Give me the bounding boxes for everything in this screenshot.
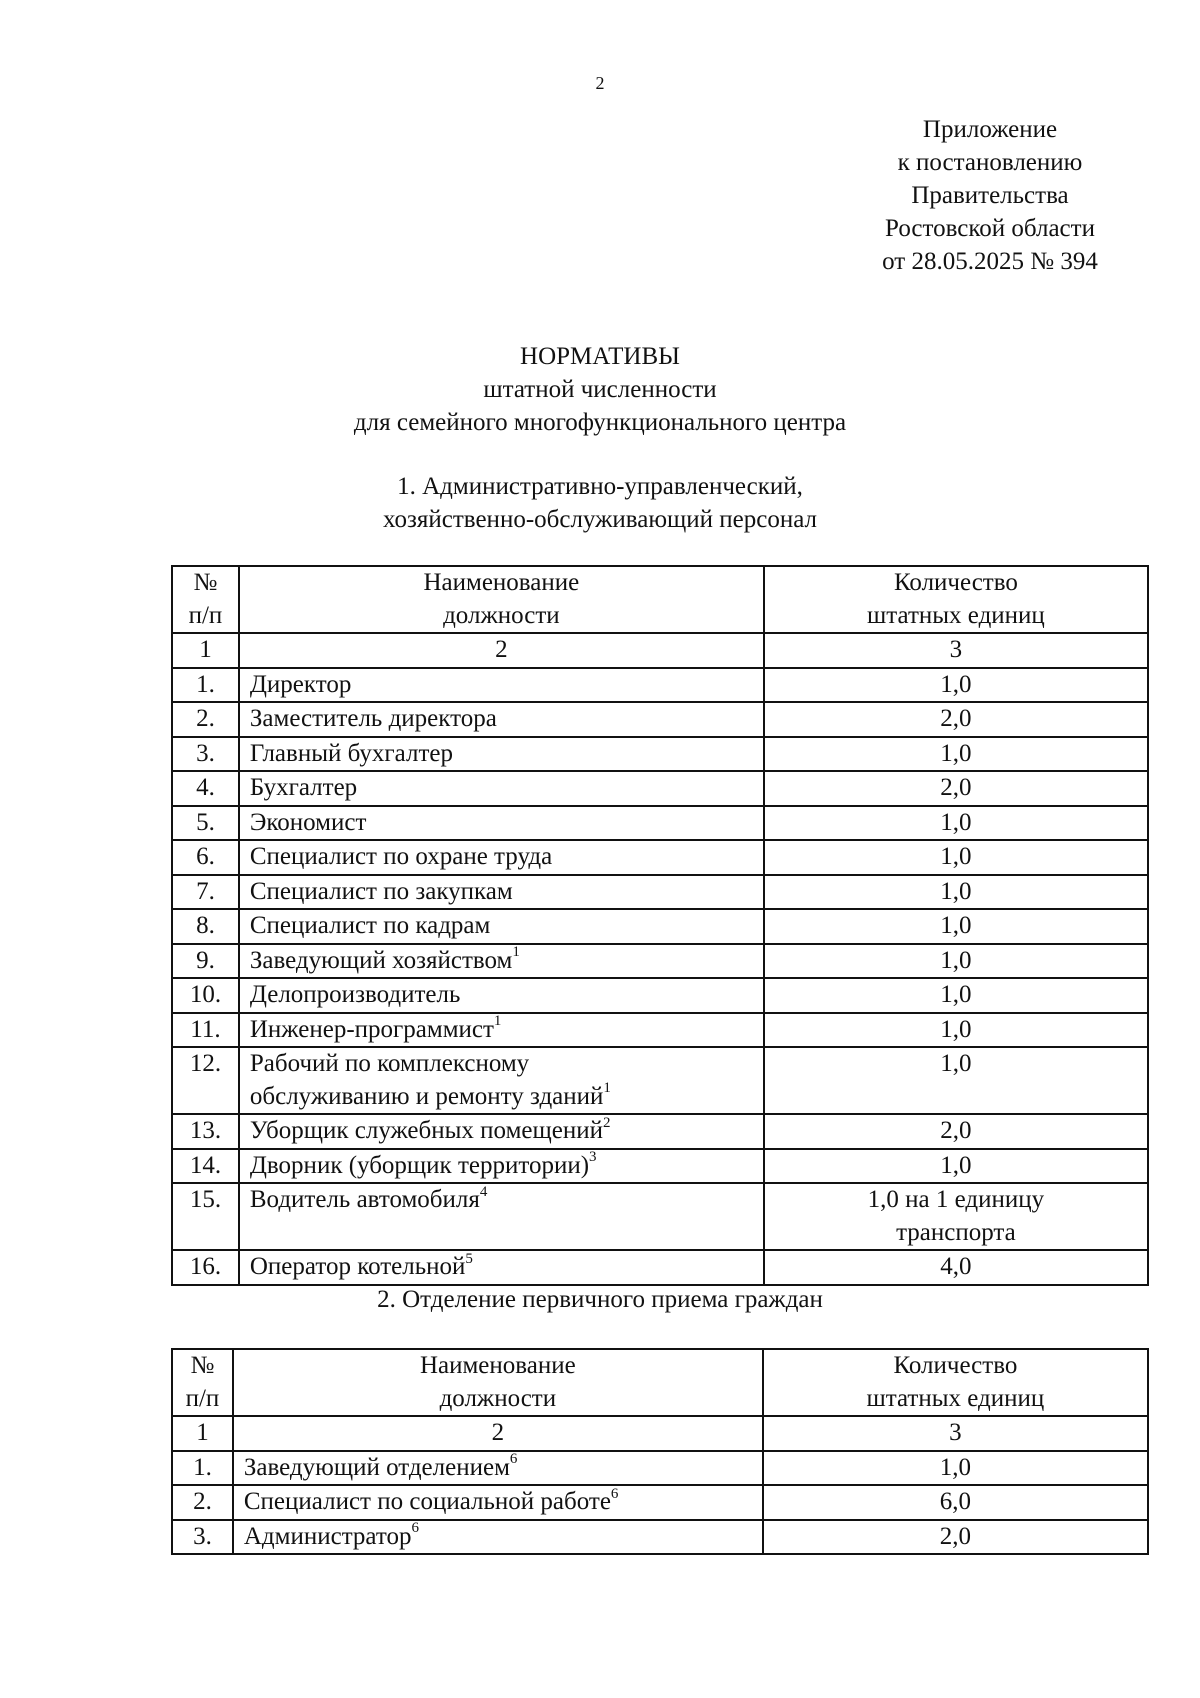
footnote-marker: 1 [512, 944, 520, 961]
position-name-cell [239, 909, 764, 944]
header-text: Количество [893, 1352, 1018, 1379]
position-name-text: Заведующий хозяйством [249, 946, 513, 974]
header-text: № [193, 569, 218, 596]
position-name-cell [239, 702, 764, 737]
position-name [250, 1014, 763, 1047]
document-subtitle-line: для семейного многофункционального центра [353, 409, 847, 436]
table-row [172, 909, 1148, 944]
position-name-text: Директор [249, 670, 352, 698]
position-name-text: Уборщик служебных помещений [249, 1117, 603, 1144]
section1-rows [172, 668, 1148, 1285]
quantity-value: 1,0 [940, 1015, 972, 1043]
position-name-cell [239, 806, 764, 841]
section2-rows [172, 1451, 1148, 1555]
position-name-cell [239, 1114, 764, 1149]
row-number: 2. [172, 702, 239, 737]
quantity-cell [763, 1520, 1148, 1555]
table-row [172, 978, 1148, 1013]
quantity-cell [764, 771, 1148, 806]
position-name-text: Рабочий по комплексному [249, 1050, 530, 1077]
table-row [172, 806, 1148, 841]
header-text: Количество [893, 569, 1018, 596]
section1-table [171, 565, 1149, 1286]
position-name-text: Специалист по закупкам [249, 877, 513, 905]
position-name [250, 1251, 763, 1284]
header-text: должности [439, 1384, 557, 1412]
document-title [0, 340, 1200, 439]
header-cell-quantity [764, 566, 1148, 633]
row-number: 4. [172, 771, 239, 806]
column-number: 3 [763, 1416, 1148, 1451]
table-row [172, 944, 1148, 979]
quantity-cell [763, 1485, 1148, 1520]
table-row [172, 668, 1148, 703]
quantity-cell [763, 1451, 1148, 1486]
row-number: 8. [172, 909, 239, 944]
header-text: п/п [188, 601, 223, 629]
header-text: штатных единиц [867, 601, 1045, 629]
position-name [250, 1184, 763, 1217]
quantity-value: 4,0 [940, 1253, 972, 1280]
table-row [172, 1520, 1148, 1555]
row-number: 7. [172, 875, 239, 910]
position-name [244, 1521, 762, 1554]
annex-line: к постановлению [897, 149, 1083, 176]
table-row [172, 1114, 1148, 1149]
position-name-text: Оператор котельной [249, 1253, 466, 1280]
table-row [172, 1183, 1148, 1250]
position-name [250, 703, 763, 736]
quantity-value: 1,0 [940, 739, 972, 767]
position-name-text: Специалист по социальной работе [243, 1488, 611, 1515]
position-name [250, 772, 763, 805]
row-number: 1. [172, 1451, 233, 1486]
section1-title-line: хозяйственно-обслуживающий персонал [382, 506, 818, 533]
footnote-marker: 6 [411, 1520, 419, 1537]
table-row [172, 1451, 1148, 1486]
position-name [250, 945, 763, 978]
quantity-cell [764, 944, 1148, 979]
quantity-cell [764, 978, 1148, 1013]
section2-table [171, 1348, 1149, 1555]
quantity-cell [764, 875, 1148, 910]
quantity-value: 6,0 [939, 1488, 972, 1515]
position-name-text: Заместитель директора [249, 705, 497, 732]
position-name-text: Главный бухгалтер [249, 739, 453, 767]
row-number: 3. [172, 1520, 233, 1555]
position-name-text: обслуживанию и ремонту зданий [249, 1082, 604, 1110]
quantity-value: 1,0 [940, 808, 972, 836]
row-number: 5. [172, 806, 239, 841]
header-text: п/п [185, 1384, 220, 1412]
quantity-value: 2,0 [939, 1522, 972, 1550]
position-name [250, 1048, 763, 1081]
quantity-value: 1,0 [940, 843, 972, 870]
column-number-row [172, 1416, 1148, 1451]
position-name-text: Инженер-программист [249, 1015, 494, 1043]
position-name [250, 1115, 763, 1148]
quantity-value: 2,0 [940, 774, 972, 801]
footnote-marker: 6 [610, 1485, 619, 1502]
header-cell-number [172, 1349, 233, 1416]
row-number: 11. [172, 1013, 239, 1048]
position-name-text: Экономист [249, 808, 367, 836]
footnote-marker: 3 [589, 1149, 597, 1166]
row-number: 16. [172, 1250, 239, 1285]
position-name-cell [239, 944, 764, 979]
header-text: должности [443, 601, 560, 629]
quantity-value: транспорта [896, 1218, 1016, 1246]
header-text: № [190, 1352, 215, 1379]
position-name-cell [239, 1047, 764, 1114]
annex-line: Правительства [911, 182, 1069, 209]
quantity-value: 1,0 [940, 1050, 972, 1077]
header-cell-quantity [763, 1349, 1148, 1416]
position-name-cell [239, 1183, 764, 1250]
quantity-value: 1,0 [940, 670, 972, 698]
row-number: 14. [172, 1149, 239, 1184]
footnote-marker: 1 [603, 1080, 611, 1097]
footnote-marker: 2 [602, 1114, 611, 1131]
position-name [250, 669, 763, 702]
position-name-text: Специалист по охране труда [249, 843, 553, 870]
column-number: 1 [172, 1416, 233, 1451]
quantity-cell [764, 806, 1148, 841]
quantity-value: 1,0 [940, 912, 972, 939]
quantity-value: 1,0 [939, 1453, 972, 1481]
position-name [250, 1081, 763, 1114]
document-heading: НОРМАТИВЫ [520, 343, 680, 370]
table-row [172, 875, 1148, 910]
quantity-cell [764, 1013, 1148, 1048]
header-text: Наименование [423, 569, 580, 596]
position-name-cell [239, 771, 764, 806]
table-row [172, 1047, 1148, 1114]
header-cell-position [239, 566, 764, 633]
column-number: 2 [233, 1416, 763, 1451]
position-name [250, 1150, 763, 1183]
position-name-cell [239, 737, 764, 772]
position-name-cell [233, 1451, 763, 1486]
row-number: 9. [172, 944, 239, 979]
header-cell-number [172, 566, 239, 633]
column-number: 3 [764, 633, 1148, 668]
table-row [172, 1149, 1148, 1184]
quantity-cell [764, 1183, 1148, 1250]
footnote-marker: 5 [465, 1250, 473, 1267]
quantity-value: 2,0 [940, 705, 972, 732]
position-name [250, 910, 763, 943]
table-header-row [172, 1349, 1148, 1416]
position-name-cell [239, 1013, 764, 1048]
quantity-cell [764, 909, 1148, 944]
quantity-cell [764, 702, 1148, 737]
annex-block [820, 113, 1160, 278]
header-text: штатных единиц [866, 1384, 1045, 1412]
position-name-cell [239, 668, 764, 703]
column-number: 2 [239, 633, 764, 668]
footnote-marker: 6 [509, 1451, 518, 1468]
quantity-cell [764, 1149, 1148, 1184]
position-name [250, 876, 763, 909]
table-row [172, 840, 1148, 875]
position-name-text: Делопроизводитель [249, 981, 461, 1008]
quantity-cell [764, 737, 1148, 772]
table-header-row [172, 566, 1148, 633]
quantity-cell [764, 840, 1148, 875]
position-name-cell [239, 978, 764, 1013]
row-number: 15. [172, 1183, 239, 1250]
table-row [172, 702, 1148, 737]
quantity-cell [764, 1114, 1148, 1149]
header-cell-position [233, 1349, 763, 1416]
table-row [172, 737, 1148, 772]
page-number: 2 [595, 73, 605, 93]
position-name-text: Администратор [243, 1522, 412, 1550]
row-number: 6. [172, 840, 239, 875]
quantity-cell [764, 1250, 1148, 1285]
table-row [172, 1250, 1148, 1285]
position-name-cell [239, 840, 764, 875]
quantity-value: 1,0 [940, 877, 972, 905]
row-number: 13. [172, 1114, 239, 1149]
footnote-marker: 1 [493, 1013, 502, 1030]
position-name-text: Бухгалтер [249, 774, 358, 801]
position-name [244, 1452, 762, 1485]
position-name-text: Заведующий отделением [243, 1453, 510, 1481]
position-name [250, 738, 763, 771]
row-number: 12. [172, 1047, 239, 1114]
position-name [250, 979, 763, 1012]
position-name-cell [239, 875, 764, 910]
table-row [172, 1485, 1148, 1520]
position-name-text: Дворник (уборщик территории) [249, 1151, 590, 1179]
column-number: 1 [172, 633, 239, 668]
quantity-cell [764, 1047, 1148, 1114]
quantity-cell [764, 668, 1148, 703]
position-name-text: Специалист по кадрам [249, 912, 491, 939]
position-name-text: Водитель автомобиля [249, 1186, 480, 1213]
position-name [250, 841, 763, 874]
table-row [172, 771, 1148, 806]
row-number: 1. [172, 668, 239, 703]
quantity-value: 2,0 [940, 1117, 972, 1144]
column-number-row [172, 633, 1148, 668]
section1-title-line: 1. Административно-управленческий, [397, 473, 803, 500]
quantity-value: 1,0 [940, 981, 972, 1008]
header-text: Наименование [419, 1352, 576, 1379]
position-name [250, 807, 763, 840]
row-number: 2. [172, 1485, 233, 1520]
position-name-cell [239, 1149, 764, 1184]
quantity-value: 1,0 [940, 946, 972, 974]
position-name-cell [233, 1485, 763, 1520]
annex-line: от 28.05.2025 № 394 [882, 248, 1098, 275]
document-subtitle-line: штатной численности [483, 376, 717, 403]
position-name [244, 1486, 762, 1519]
quantity-value: 1,0 на 1 единицу [867, 1186, 1045, 1213]
annex-line: Приложение [922, 116, 1058, 143]
quantity-value: 1,0 [940, 1151, 972, 1179]
section2-title: 2. Отделение первичного приема граждан [377, 1286, 823, 1313]
footnote-marker: 4 [479, 1183, 488, 1200]
annex-line: Ростовской области [885, 215, 1095, 242]
position-name-cell [239, 1250, 764, 1285]
position-name-cell [233, 1520, 763, 1555]
table-row [172, 1013, 1148, 1048]
row-number: 10. [172, 978, 239, 1013]
section1-title [0, 470, 1200, 536]
row-number: 3. [172, 737, 239, 772]
